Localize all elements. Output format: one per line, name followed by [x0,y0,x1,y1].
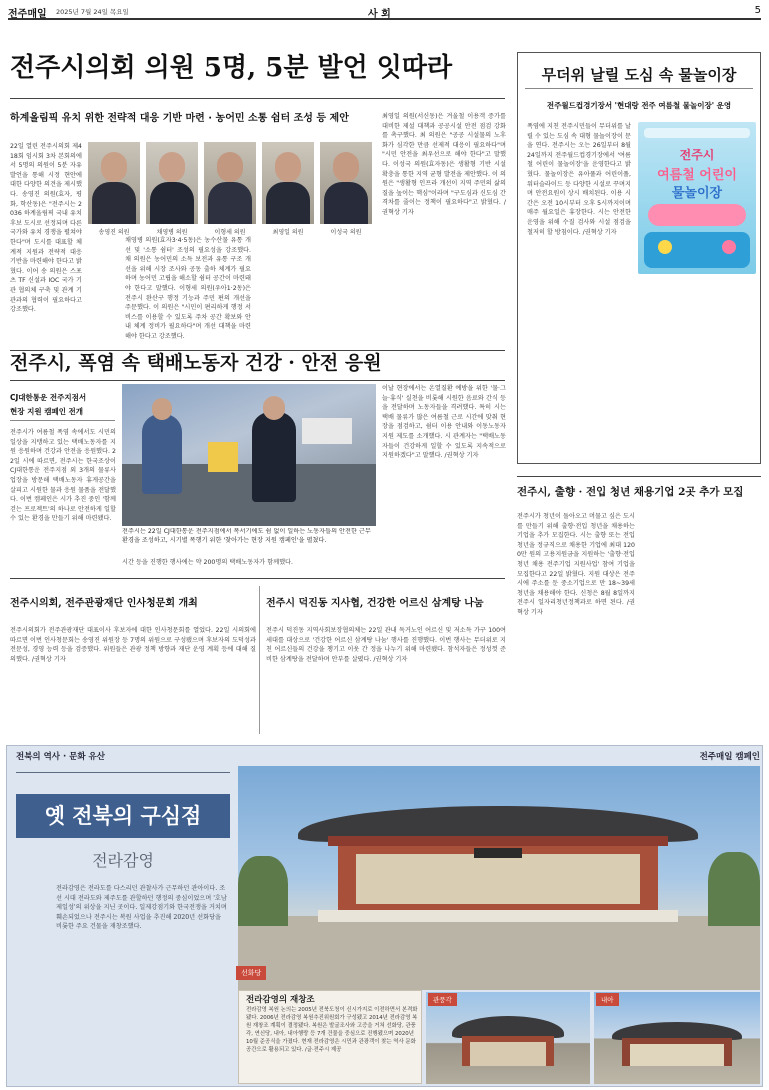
heritage-campaign: 전주매일 캠페인 [699,752,760,762]
delivery-body: 전주시가 여름철 폭염 속에서도 시민의 일상을 지탱하고 있는 택배노동자를 지원 응원하며 건강과 안전을 응원했다. 22일 시에 따르면, 전주시는 한국조상이 CJ대한통운 전주지점 외 3개의 물류사업장을 방문해 택배노동자 휴게공간을 살피고 시원한 물과 응원 물품을 전달했다. 이번 캠페인은 시가 추진 중인 '함께 걷는 프로젝트'의 하나로 안전하게 일할 수 있는 환경을 만들기 위해 마련됐다. [10,429,116,523]
water-body-2 [638,282,756,454]
councilor-photo [88,142,140,224]
page-number: 5 [754,5,761,16]
councilor-photo [204,142,256,224]
lead-headline: 전주시의회 의원 5명, 5분 발언 잇따라 [10,53,453,83]
delivery-body-bottom: 시간 등을 진행한 행사에는 약 200명의 택배노동자가 함께했다. [122,559,293,566]
label-gwanpunggak: 관풍각 [428,993,457,1006]
water-body: 폭염에 지친 전주시민들이 무더위를 날릴 수 있는 도심 속 대형 물놀이장이 문을 연다. 전주시는 오는 26일부터 8월 24일까지 전주월드컵경기장에서 '여름철 어린이 물놀이장'을 운영한다고 밝혔다. 물놀이장은 유아풀과 어린이풀, 워터슬라이드 등 다양한 시설로 꾸며지며 안전요원이 상시 배치된다. 이용 시간은 오전 10시부터 오후 5시까지이며 매주 월요일은 휴장한다. 시는 안전한 운영을 위해 수질 검사와 시설 점검을 철저히 할 방침이다. /권혁상 기자 [527,123,631,236]
heritage-intro: 전라감영은 전라도를 다스리던 관찰사가 근무하던 관아이다. 조선 시대 전라도와 제주도를 관할하던 행정의 중심이었으며 '호남제일성'의 위상을 지닌 곳이다. 일제강점기와 한국전쟁을 거치며 훼손되었으나 전주시는 복원 사업을 추진해 2020년 선화당을 비롯한 주요 건물을 재창조했다. [56,885,227,931]
recreate-title: 전라감영의 재창조 [246,995,315,1005]
deokjin-body: 전주시 덕진동 지역사회보장협의체는 22일 관내 독거노인 어르신 및 저소득 가구 100여 세대를 대상으로 '건강한 어르신 삼계탕 나눔' 행사를 진행했다. 이번 행사는 무더위로 지친 어르신들의 건강을 챙기고 이웃 간 정을 나누기 위해 마련됐다. 참석자들은 정성껏 준비한 삼계탕을 전달하며 안부를 살폈다. /권혁상 기자 [266,627,506,663]
jobs-headline: 전주시, 출향 · 전입 청년 채용기업 2곳 추가 모집 [517,486,744,498]
lead-intro: 22일 열린 전주시의회 제418회 임시회 3차 본회의에서 5명의 의원이 5분 자유발언을 통해 시정 현안에 대한 다양한 의견을 제시했다. 송영진 의원(효자, 평화, 학산동)은 "전주시는 2036 하계올림픽 국내 유치 후보 도시로 선정되며 다른 국가와 유치 경쟁을 펼쳐야 한다"며 도시를 대표할 체계적 지원과 전략적 대응 기반을 마련해야 한다고 밝혔다. 이어 송 의원은 스포츠 TF 신설과 IOC 국가 기관 협의체 구축 및 관계 기관과의 협력이 필요하다고 강조했다. [10,143,82,314]
delivery-subhead-1: CJ대한통운 전주지점서 [10,393,87,402]
poster-title-2: 여름철 어린이 [657,168,737,183]
hearing-body: 전주시의회가 전주관광재단 대표이사 후보자에 대한 인사청문회를 열었다. 22일 시의회에 따르면 이번 인사청문회는 송영진 위원장 등 7명의 위원으로 구성됐으며 후보자의 도덕성과 전문성, 경영 능력 등을 검증했다. 위원들은 관광 정책 방향과 재단 운영 계획 등에 대해 질의했다. /권혁상 기자 [10,627,256,663]
recreate-body: 전라감영 복원 논의는 2005년 전북도청이 신시가지로 이전하면서 본격화됐다. 2006년 전라감영 복원추진위원회가 구성됐고 2014년 전라감영 복원 재창조 계획이 결정됐다. 복원은 발굴조사와 고증을 거쳐 선화당, 관풍각, 연신당, 내아, 내아행랑 등 7개 건물을 중심으로 진행됐으며 2020년 10월 준공식을 가졌다. 현재 전라감영은 시민과 관광객이 찾는 역사 문화 공간으로 활용되고 있다. /글·전주시 제공 [246,1007,418,1053]
heritage-series-label: 전북의 역사 · 문화 유산 [16,752,105,762]
water-headline: 무더위 날릴 도심 속 물놀이장 [541,66,737,84]
jobs-body: 전주시가 청년이 돌아오고 머물고 싶은 도시를 만들기 위해 출향·전입 청년을 채용하는 기업을 추가 모집한다. 시는 출향 또는 전입 청년을 정규직으로 채용한 기업에 최대 1200만 원의 고용지원금을 지원하는 '출향·전입 청년 채용 전주기업 지원사업' 참여 기업을 모집한다고 22일 밝혔다. 지원 대상은 전주시에 주소를 둔 중소기업으로 만 18~39세 청년을 채용해야 한다. 신청은 8월 8일까지 전주시 일자리청년정책과로 하면 된다. /권혁상 기자 [517,513,635,616]
naea-photo [594,992,760,1084]
councilor-photo [262,142,314,224]
delivery-caption: 전주시는 22일 CJ대한통운 전주지점에서 폭서기에도 쉼 없이 일하는 노동자들의 안전한 근무 환경을 조성하고, 시기별 폭행기 위한 '찾아가는 현장 지원 캠페인'을 펼쳤다. [122,528,371,544]
heritage-title: 옛 전북의 구심점 [44,803,202,828]
lead-col2b [258,236,376,346]
hearing-headline: 전주시의회, 전주관광재단 인사청문회 개최 [10,598,198,609]
councilor-photo [320,142,372,224]
page-header [8,4,761,20]
councilor-name: 채영병 의원 [156,229,188,236]
issue-date: 2025년 7월 24일 목요일 [56,8,129,16]
delivery-headline: 전주시, 폭염 속 택배노동자 건강 · 안전 응원 [10,352,382,374]
jobs-body-2 [642,512,760,732]
councilor-name: 이형세 의원 [214,229,246,236]
poster-title-3: 물놀이장 [671,186,723,201]
label-seonhwadang: 선화당 [236,966,266,980]
delivery-subhead-2: 현장 지원 캠페인 전개 [10,407,84,416]
councilor-photo [146,142,198,224]
delivery-col-right: 이날 현장에서는 온열질환 예방을 위한 '물·그늘·휴식' 실천을 비롯해 시원한 음료와 간식 등을 전달하며 노동자들을 격려했다. 특히 시는 택배 물류가 많은 여름철 근로 시간에 맞춰 현장을 점검하고, 쉼터 이용 안내와 이동노동자 지원 제도를 소개했다. 시 관계자는 "택배노동자들이 건강하게 일할 수 있도록 지속적으로 지원하겠다"고 말했다. /권혁상 기자 [382,385,506,460]
councilor-name: 송영진 의원 [98,229,130,236]
water-subhead: 전주월드컵경기장서 '현대랑 전주 여름철 물놀이장' 운영 [546,101,732,110]
councilor-name: 이성국 의원 [330,229,362,236]
label-naea: 내아 [596,993,619,1006]
delivery-photo [122,384,376,526]
section-name: 사 회 [368,9,391,20]
heritage-subtitle: 전라감영 [92,851,154,870]
masthead-logo: 전주매일 [8,9,47,20]
councilor-name: 최영일 의원 [272,229,304,236]
lead-col3: 최영일 의원(서신동)은 겨울철 이용객 증가를 대비한 제설 대책과 공공시설 안전 점검 강화를 촉구했다. 최 의원은 "공공 시설물의 노후화가 심각한 만큼 선제적 대응이 필요하다"며 "시민 안전을 최우선으로 해야 한다"고 말했다. 이성국 의원(효자동)은 생활형 기반 시설 확충을 통한 지역 균형 발전을 제안했다. 이 의원은 "생활형 인프라 개선이 지역 주민의 삶의 질을 높이는 핵심"이라며 "구도심과 신도심 간 격차를 줄이는 정책이 필요하다"고 밝혔다. /권혁상 기자 [382,113,506,216]
poster-title-1: 전주시 [679,148,715,162]
water-poster [638,122,756,274]
lead-col2: 채영병 의원(효자3·4·5동)은 농수산물 유통 개선 및 '소통 쉼터' 조성의 필요성을 강조했다. 채 의원은 농어민의 소득 보전과 유통 구조 개선을 위해 시장 조사와 공동 출하 체계가 필요하며 농어민 고립을 해소할 쉼터 공간이 마련돼야 한다고 말했다. 이형세 의원(우아1·2동)은 전주시 완산구 행정 기능과 주민 편의 개선을 주문했다. 이 의원은 "시민이 편리하게 행정 서비스를 이용할 수 있도록 주차 공간 확보와 안내 체계 정비가 필요하다"며 개선 대책을 마련해야 한다고 강조했다. [125,237,251,340]
palace-photo [238,766,760,990]
lead-subhead: 하계올림픽 유치 위한 전략적 대응 기반 마련 · 농어민 소통 쉼터 조성 등 제안 [10,113,349,124]
deokjin-headline: 전주시 덕진동 지사협, 건강한 어르신 삼계탕 나눔 [266,598,484,609]
